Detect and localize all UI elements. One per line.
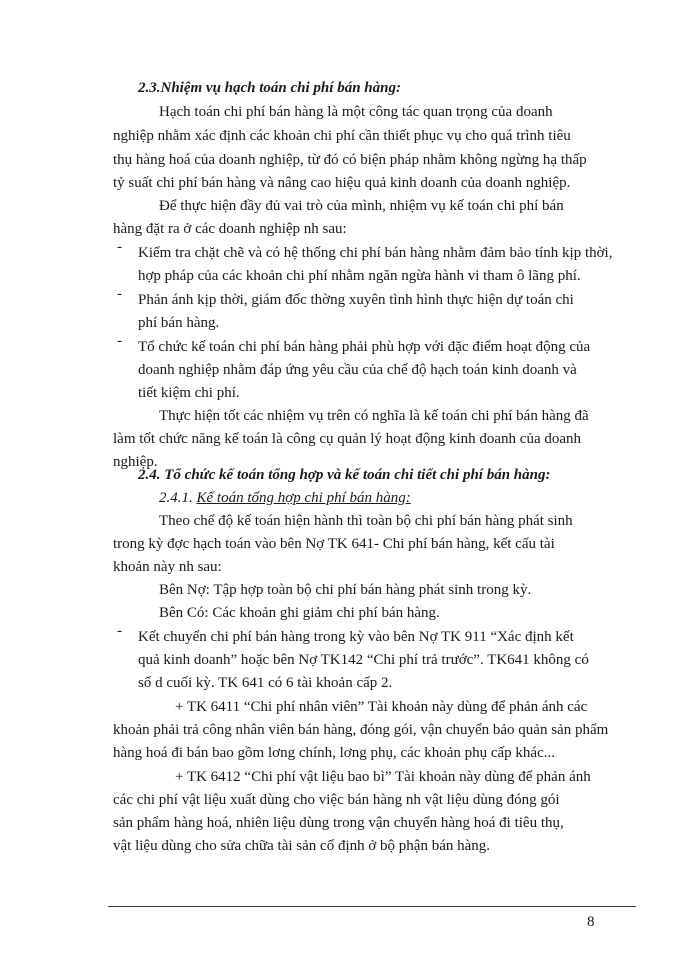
tk6411-line: hàng hoá đi bán bao gồm lơng chính, lơng phụ, các khoản phụ cấp khác... <box>113 745 556 761</box>
paragraph-line: nghiệp. <box>113 454 158 470</box>
bullet-line: Phản ánh kịp thời, giám đốc thờng xuyên tình hình thực hiện dự toán chi <box>138 292 574 308</box>
paragraph-line: thụ hàng hoá của doanh nghiệp, từ đó có biện pháp nhằm không ngừng hạ thấp <box>113 152 587 168</box>
tk6412-line: vật liệu dùng cho sửa chữa tài sản cố định ở bộ phận bán hàng. <box>113 838 491 854</box>
paragraph-line: khoản này nh sau: <box>113 559 222 575</box>
bullet-line: Tổ chức kế toán chi phí bán hàng phải phù hợp với đặc điểm hoạt động của <box>138 339 591 355</box>
section-heading-2-4: 2.4. Tổ chức kế toán tổng hợp và kế toán chi tiết chi phí bán hàng: <box>138 467 551 483</box>
bullet-line: quả kinh doanh” hoặc bên Nợ TK142 “Chi phí trả trước”. TK641 không có <box>138 652 589 668</box>
tk6412-line: các chi phí vật liệu xuất dùng cho việc bán hàng nh vật liệu dùng đóng gói <box>113 792 560 808</box>
subsection-heading-2-4-1 <box>159 489 411 507</box>
subsection-number: 2.4.1. <box>159 490 193 506</box>
page-number: 8 <box>587 914 595 930</box>
bullet-line: số d cuối kỳ. TK 641 có 6 tài khoản cấp 2. <box>138 675 393 691</box>
paragraph-line: Để thực hiện đầy đủ vai trò của mình, nhiệm vụ kế toán chi phí bán <box>159 198 564 214</box>
paragraph-line: hàng đặt ra ở các doanh nghiệp nh sau: <box>113 221 347 237</box>
section-heading-2-3: 2.3.Nhiệm vụ hạch toán chi phí bán hàng: <box>138 80 401 96</box>
tk6411-line: khoản phải trả công nhân viên bán hàng, đóng gói, vận chuyển bảo quản sản phẩm <box>113 722 609 738</box>
paragraph-line: nghiệp nhằm xác định các khoản chi phí cần thiết phục vụ cho quá trình tiêu <box>113 128 571 144</box>
bullet-line: Kết chuyển chi phí bán hàng trong kỳ vào bên Nợ TK 911 “Xác định kết <box>138 629 574 645</box>
bullet-dash: - <box>117 239 122 255</box>
bullet-line: Kiểm tra chặt chẽ và có hệ thống chi phí bán hàng nhằm đảm bảo tính kịp thời, <box>138 245 613 261</box>
bullet-dash: - <box>117 286 122 302</box>
bullet-line: hợp pháp của các khoản chi phí nhằm ngăn ngừa hành vi tham ô lãng phí. <box>138 268 581 284</box>
ben-co-line: Bên Có: Các khoản ghi giảm chi phí bán hàng. <box>159 605 440 621</box>
bullet-line: phí bán hàng. <box>138 315 220 331</box>
paragraph-line: tỷ suất chi phí bán hàng và nâng cao hiệu quả kinh doanh của doanh nghiệp. <box>113 175 571 191</box>
footer-rule <box>108 906 636 907</box>
paragraph-line: Thực hiện tốt các nhiệm vụ trên có nghĩa là kế toán chi phí bán hàng đã <box>159 408 589 424</box>
paragraph-line: Theo chế độ kế toán hiện hành thì toàn bộ chi phí bán hàng phát sinh <box>159 513 573 529</box>
bullet-line: tiết kiệm chi phí. <box>138 385 240 401</box>
tk6412-line: + TK 6412 “Chi phí vật liệu bao bì” Tài khoản này dùng để phản ánh <box>175 769 591 785</box>
paragraph-line: trong kỳ đợc hạch toán vào bên Nợ TK 641- Chi phí bán hàng, kết cấu tài <box>113 536 555 552</box>
tk6411-line: + TK 6411 “Chi phí nhân viên” Tài khoản này dùng để phản ánh các <box>175 699 588 715</box>
ben-no-line: Bên Nợ: Tập hợp toàn bộ chi phí bán hàng phát sinh trong kỳ. <box>159 582 532 598</box>
bullet-line: doanh nghiệp nhằm đáp ứng yêu cầu của chế độ hạch toán kinh doanh và <box>138 362 577 378</box>
tk6412-line: sản phẩm hàng hoá, nhiên liệu dùng trong vận chuyển hàng hoá đi tiêu thụ, <box>113 815 564 831</box>
bullet-dash: - <box>117 623 122 639</box>
bullet-dash: - <box>117 333 122 349</box>
subsection-title: Kế toán tổng hợp chi phí bán hàng: <box>196 490 411 506</box>
paragraph-line: làm tốt chức năng kế toán là công cụ quản lý hoạt động kinh doanh của doanh <box>113 431 582 447</box>
paragraph-line: Hạch toán chi phí bán hàng là một công tác quan trọng của doanh <box>159 104 553 120</box>
